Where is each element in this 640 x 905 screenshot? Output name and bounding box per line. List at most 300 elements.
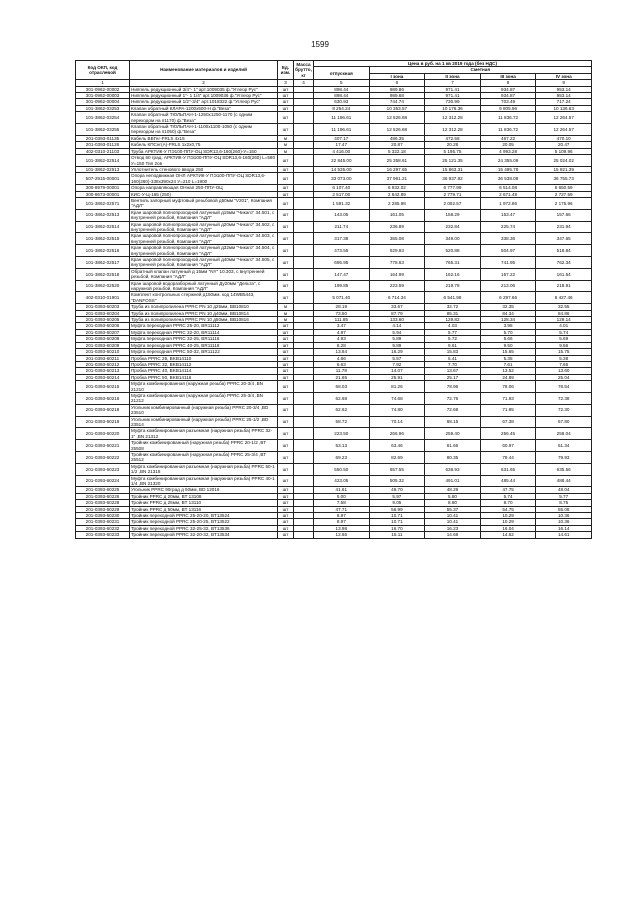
cell-code: 300-8673-00001 — [76, 191, 130, 197]
cell-code: 402-0310-01901 — [76, 292, 130, 304]
cell-zone4-price: 129.14 — [536, 317, 592, 323]
cell-zone3-price: 78.06 — [480, 381, 536, 393]
cell-zone3-price: 213.06 — [480, 280, 536, 292]
cell-name: Угольник комбинированный (наружная резьба) PPRC 25-1/2 ,BD 23514 — [130, 416, 278, 428]
cell-name: Кран шаровой полнопроходной латунный д15мм "Чикаго" 34.501, с внутренней резьбой, Компания "АДЛ" — [130, 209, 278, 221]
cell-name: Кабель КПСнг(А)-FRLS 1х2х0,75 — [130, 142, 278, 148]
cell-code: 101-3862-02571 — [76, 197, 130, 209]
table-row — [76, 475, 592, 487]
cell-release-price: 3.47 — [314, 323, 370, 329]
cell-name: КИС-У-Ц-165 (250) — [130, 191, 278, 197]
cell-zone3-price: 485.44 — [480, 475, 536, 487]
cell-name: Ниппель редукционный 1"- 1 1/4" арт.1009036 ф."Углеор Рус" — [130, 93, 278, 99]
cell-zone3-price: 54.75 — [480, 506, 536, 512]
cell-release-price: 62.68 — [314, 392, 370, 404]
cell-unit: шт — [278, 257, 294, 269]
cell-name: Муфта переходная PPRC 40-25, BR11118 — [130, 342, 278, 348]
table-row — [76, 257, 592, 269]
cell-zone3-price: 5.74 — [480, 493, 536, 499]
cell-zone1-price: 20.87 — [369, 142, 425, 148]
cell-zone2-price: 85.31 — [425, 310, 481, 316]
cell-code: 201-0393-60218 — [76, 404, 130, 416]
cell-zone4-price: 48.04 — [536, 487, 592, 493]
cell-mass — [294, 173, 314, 185]
cell-zone4-price: 25 024.02 — [536, 155, 592, 167]
cell-release-price: 47.71 — [314, 506, 370, 512]
cell-name: Муфта переходная PPRC 50-32, BR11122 — [130, 349, 278, 355]
cell-unit: шт — [278, 374, 294, 380]
cell-name: Муфта комбинированная разъемная (наружная резьба) PPRC 32-1" ,BN 21312 — [130, 428, 278, 440]
cell-zone2-price: 10 176.36 — [425, 105, 481, 111]
cell-zone2-price: 971.41 — [425, 93, 481, 99]
cell-release-price: 473.55 — [314, 245, 370, 257]
cell-zone2-price: 55.37 — [425, 506, 481, 512]
cell-release-price: 211.74 — [314, 221, 370, 233]
cell-zone4-price: 16.14 — [536, 525, 592, 531]
cell-zone1-price: 74.80 — [369, 404, 425, 416]
cell-zone1-price: 2 842.89 — [369, 191, 425, 197]
cell-zone2-price: 16.23 — [425, 525, 481, 531]
cell-zone3-price: 16.04 — [480, 525, 536, 531]
cell-unit: шт — [278, 191, 294, 197]
cell-zone4-price: 14.61 — [536, 532, 592, 538]
cell-unit: шт — [278, 292, 294, 304]
cell-zone1-price: 14.07 — [369, 368, 425, 374]
cell-zone1-price: 9.05 — [369, 500, 425, 506]
cell-zone1-price: 16.29 — [369, 349, 425, 355]
cell-code: 301-0962-00003 — [76, 93, 130, 99]
table-row — [76, 221, 592, 233]
cell-unit: шт — [278, 336, 294, 342]
cell-zone4-price: 2 727.59 — [536, 191, 592, 197]
cell-release-price: 147.47 — [314, 268, 370, 280]
cell-zone3-price: 20.05 — [480, 142, 536, 148]
cell-zone4-price: 157.66 — [536, 209, 592, 221]
cell-zone2-price: 349.00 — [425, 233, 481, 245]
cell-release-price: 143.05 — [314, 209, 370, 221]
cell-zone3-price: 225.74 — [480, 221, 536, 233]
cell-unit: м — [278, 142, 294, 148]
cell-release-price: 7.58 — [314, 500, 370, 506]
header-code: Код ОКП, код отраслевой — [76, 61, 130, 80]
price-table — [75, 60, 592, 539]
cell-unit: шт — [278, 493, 294, 499]
cell-unit: шт — [278, 361, 294, 367]
cell-zone4-price: 5 109.96 — [536, 148, 592, 154]
cell-release-price: 11 196.61 — [314, 112, 370, 124]
cell-zone2-price: 48.29 — [425, 487, 481, 493]
cell-zone2-price: 68.15 — [425, 416, 481, 428]
cell-zone2-price: 5.41 — [425, 355, 481, 361]
cell-zone3-price: 153.47 — [480, 209, 536, 221]
cell-name: Труба АРКТИК-У ПЭ100-ППУ-ОЦ SDR13,6-160(260)-У=150 — [130, 148, 278, 154]
cell-mass — [294, 124, 314, 136]
cell-zone3-price: 7.61 — [480, 361, 536, 367]
cell-code: 201-0393-60221 — [76, 440, 130, 452]
cell-mass — [294, 292, 314, 304]
cell-zone2-price: 36 937.82 — [425, 173, 481, 185]
cell-name: Труба из полипропилена PPRC PN 10 д40мм, BB10814 — [130, 310, 278, 316]
cell-release-price: 8 254.24 — [314, 105, 370, 111]
cell-zone4-price: 762.34 — [536, 257, 592, 269]
column-index: 8 — [480, 80, 536, 86]
cell-mass — [294, 428, 314, 440]
table-row — [76, 440, 592, 452]
cell-code: 201-0393-60224 — [76, 475, 130, 487]
cell-zone1-price: 4.14 — [369, 323, 425, 329]
cell-release-price: 407.17 — [314, 135, 370, 141]
cell-zone3-price: 128.34 — [480, 317, 536, 323]
header-zone: III зона — [480, 73, 536, 79]
header-zone: IV зона — [536, 73, 592, 79]
cell-zone3-price: 13.52 — [480, 368, 536, 374]
cell-zone2-price: 472.58 — [425, 135, 481, 141]
cell-zone1-price: 12 526.68 — [369, 112, 425, 124]
cell-zone2-price: 12 312.28 — [425, 112, 481, 124]
cell-code: 201-0393-60209 — [76, 342, 130, 348]
cell-zone3-price: 631.65 — [480, 463, 536, 475]
cell-unit: шт — [278, 513, 294, 519]
cell-release-price: 4.66 — [314, 355, 370, 361]
cell-name: Пробка PPRC 40, BKB14114 — [130, 368, 278, 374]
cell-mass — [294, 233, 314, 245]
cell-unit: шт — [278, 280, 294, 292]
cell-name: Муфта переходная PPRC 32-20, BR11114 — [130, 329, 278, 335]
cell-unit: шт — [278, 404, 294, 416]
cell-zone2-price: 7.70 — [425, 361, 481, 367]
cell-code: 101-3862-02514 — [76, 155, 130, 167]
cell-code: 201-0393-60230 — [76, 513, 130, 519]
table-row — [76, 173, 592, 185]
cell-zone2-price: 638.93 — [425, 463, 481, 475]
cell-release-price: 69.23 — [314, 452, 370, 464]
cell-zone3-price: 338.36 — [480, 233, 536, 245]
cell-code: 201-0393-60223 — [76, 463, 130, 475]
cell-zone4-price: 953.14 — [536, 86, 592, 92]
table-row — [76, 245, 592, 257]
cell-release-price: 6.63 — [314, 361, 370, 367]
cell-zone4-price: 518.84 — [536, 245, 592, 257]
cell-name: Обратный клапан латунный д 15мм "NY" 10.303, с внутренней резьбой, Компания "АДЛ" — [130, 268, 278, 280]
cell-zone4-price: 5.69 — [536, 336, 592, 342]
cell-name: Пробка PPRC 50, BKB14116 — [130, 374, 278, 380]
cell-code: 201-0393-60208 — [76, 336, 130, 342]
cell-code: 101-3862-02516 — [76, 245, 130, 257]
cell-zone2-price: 9.61 — [425, 342, 481, 348]
cell-zone1-price: 744.74 — [369, 99, 425, 105]
cell-unit: шт — [278, 323, 294, 329]
cell-zone2-price: 8.80 — [425, 500, 481, 506]
cell-release-price: 73.50 — [314, 310, 370, 316]
cell-name: Клапан обратный ТЮЛЬПАН-1-1250х1250-1170 (с одним переходом на п1170) ф."Веза" — [130, 112, 278, 124]
cell-zone2-price: 491.01 — [425, 475, 481, 487]
cell-name: Тройник PPRC д 25мм, BT 13110 — [130, 500, 278, 506]
cell-release-price: 13.98 — [314, 525, 370, 531]
cell-code: 201-0393-60215 — [76, 381, 130, 393]
cell-zone4-price: 953.14 — [536, 93, 592, 99]
cell-release-price: 2 517.00 — [314, 191, 370, 197]
cell-code: 101-3862-03254 — [76, 112, 130, 124]
cell-zone3-price: 24.89 — [480, 374, 536, 380]
cell-zone1-price: 486.35 — [369, 135, 425, 141]
table-row — [76, 166, 592, 172]
cell-zone3-price: 741.95 — [480, 257, 536, 269]
cell-zone4-price: 36 755.73 — [536, 173, 592, 185]
cell-zone1-price: 5.89 — [369, 336, 425, 342]
cell-mass — [294, 268, 314, 280]
column-index: 2 — [130, 80, 278, 86]
cell-code: 301-0962-00004 — [76, 99, 130, 105]
cell-code: 201-0393-60216 — [76, 392, 130, 404]
cell-code: 101-3862-02513 — [76, 166, 130, 172]
cell-zone3-price: 5.35 — [480, 355, 536, 361]
cell-unit: шт — [278, 349, 294, 355]
cell-release-price: 17.47 — [314, 142, 370, 148]
cell-zone4-price: 10 136.63 — [536, 105, 592, 111]
table-row — [76, 233, 592, 245]
cell-zone3-price: 11 836.72 — [480, 112, 536, 124]
cell-zone1-price: 5.94 — [369, 329, 425, 335]
cell-zone1-price: 6 714.34 — [369, 292, 425, 304]
cell-zone4-price: 15 921.39 — [536, 166, 592, 172]
cell-release-price: 4.93 — [314, 336, 370, 342]
cell-zone3-price: 32.35 — [480, 304, 536, 310]
cell-zone4-price: 161.54 — [536, 268, 592, 280]
cell-unit: шт — [278, 475, 294, 487]
cell-zone1-price: 2 285.98 — [369, 197, 425, 209]
cell-name: Тройник переходной PPRC 25-20-25, BT13522 — [130, 519, 278, 525]
cell-release-price: 4.97 — [314, 329, 370, 335]
cell-code: 201-0393-01135 — [76, 135, 130, 141]
column-index: 5 — [314, 80, 370, 86]
cell-zone3-price: 67.38 — [480, 416, 536, 428]
cell-zone1-price: 164.99 — [369, 268, 425, 280]
cell-unit: шт — [278, 155, 294, 167]
cell-code: 201-0393-60219 — [76, 416, 130, 428]
cell-mass — [294, 452, 314, 464]
table-row — [76, 99, 592, 105]
cell-zone2-price: 219.78 — [425, 280, 481, 292]
cell-name: Кабель ВВГнг-FRLS 4х15 — [130, 135, 278, 141]
cell-zone2-price: 25.17 — [425, 374, 481, 380]
cell-code: 201-0393-60226 — [76, 493, 130, 499]
table-row — [76, 428, 592, 440]
cell-code: 201-0393-60220 — [76, 428, 130, 440]
cell-name: Отвод 60 град. АРКТИК-У ПЭ100-ППУ-ОЦ SDR13,6-160(260) L=580 У=150 Тип 2ов — [130, 155, 278, 167]
cell-release-price: 199.85 — [314, 280, 370, 292]
header-name: Наименование материалов и изделий — [130, 61, 278, 80]
cell-zone2-price: 5 195.75 — [425, 148, 481, 154]
cell-name: Муфта комбинированная (наружная резьба) PPRC 25-3/4 ,BN 21212 — [130, 392, 278, 404]
cell-zone1-price: 63.46 — [369, 440, 425, 452]
column-index: 1 — [76, 80, 130, 86]
cell-zone1-price: 6 932.02 — [369, 185, 425, 191]
cell-mass — [294, 404, 314, 416]
header-zone: II зона — [425, 73, 481, 79]
cell-name: Муфта комбинированная разъемная (наружная резьба) PPRC 40-1 1/4 ,BN 21320 — [130, 475, 278, 487]
table-row — [76, 268, 592, 280]
cell-release-price: 62.62 — [314, 404, 370, 416]
cell-code: 101-3862-03253 — [76, 105, 130, 111]
cell-code: 201-0393-60222 — [76, 452, 130, 464]
cell-name: Клапан обратный КЛАРА-1200х500-Н ф."Веза" — [130, 105, 278, 111]
cell-zone2-price: 61.66 — [425, 440, 481, 452]
table-row — [76, 93, 592, 99]
cell-unit: м — [278, 148, 294, 154]
table-body — [76, 86, 592, 538]
cell-zone3-price: 84.34 — [480, 310, 536, 316]
cell-zone4-price: 347.65 — [536, 233, 592, 245]
cell-zone1-price: 657.55 — [369, 463, 425, 475]
cell-code: 201-0393-60231 — [76, 519, 130, 525]
cell-release-price: 41.61 — [314, 487, 370, 493]
cell-zone4-price: 20.47 — [536, 142, 592, 148]
cell-zone4-price: 5.74 — [536, 329, 592, 335]
cell-unit: шт — [278, 519, 294, 525]
cell-zone4-price: 258.04 — [536, 428, 592, 440]
cell-name: Кран шаровой полнопроходной латунный д20мм "Чикаго" 34.502, с внутренней резьбой, Компания "АДЛ" — [130, 221, 278, 233]
cell-code: 201-0393-60233 — [76, 532, 130, 538]
cell-mass — [294, 209, 314, 221]
cell-zone2-price: 4.03 — [425, 323, 481, 329]
cell-unit: шт — [278, 185, 294, 191]
cell-code: 201-0393-60210 — [76, 349, 130, 355]
table-row — [76, 124, 592, 136]
cell-zone4-price: 67.80 — [536, 416, 592, 428]
cell-zone2-price: 80.35 — [425, 452, 481, 464]
cell-unit: шт — [278, 381, 294, 393]
cell-zone2-price: 971.41 — [425, 86, 481, 92]
table-row — [76, 280, 592, 292]
cell-zone2-price: 765.31 — [425, 257, 481, 269]
cell-code: 101-3862-03255 — [76, 124, 130, 136]
cell-zone1-price: 989.86 — [369, 86, 425, 92]
cell-zone1-price: 5 322.18 — [369, 148, 425, 154]
cell-name: Уплотнитель стенового ввода 250 — [130, 166, 278, 172]
cell-unit: шт — [278, 233, 294, 245]
cell-release-price: 6 107.40 — [314, 185, 370, 191]
cell-zone2-price: 6 541.98 — [425, 292, 481, 304]
cell-zone3-price: 10.29 — [480, 513, 536, 519]
cell-zone1-price: 33.67 — [369, 304, 425, 310]
cell-zone4-price: 79.93 — [536, 452, 592, 464]
cell-mass — [294, 280, 314, 292]
cell-unit: шт — [278, 197, 294, 209]
cell-unit: шт — [278, 355, 294, 361]
cell-zone4-price: 9.56 — [536, 342, 592, 348]
cell-zone4-price: 635.56 — [536, 463, 592, 475]
cell-zone4-price: 231.94 — [536, 221, 592, 233]
cell-unit: шт — [278, 93, 294, 99]
cell-zone2-price: 5.77 — [425, 329, 481, 335]
cell-release-price: 14 535.00 — [314, 166, 370, 172]
cell-zone1-price: 133.60 — [369, 317, 425, 323]
cell-zone3-price: 934.87 — [480, 86, 536, 92]
cell-zone3-price: 15.65 — [480, 349, 536, 355]
header-unit: Ед. изм. — [278, 61, 294, 80]
cell-zone1-price: 49.70 — [369, 487, 425, 493]
cell-code: 101-3862-02514 — [76, 221, 130, 233]
cell-release-price: 22 845.00 — [314, 155, 370, 167]
cell-name: Тройник переходной PPRC 32-25-32, BT13536 — [130, 525, 278, 531]
cell-release-price: 550.50 — [314, 463, 370, 475]
cell-release-price: 58.72 — [314, 416, 370, 428]
header-mass: Масса брутто, кг — [295, 62, 312, 78]
cell-zone3-price: 71.85 — [480, 404, 536, 416]
cell-zone4-price: 4.01 — [536, 323, 592, 329]
cell-zone1-price: 16.70 — [369, 525, 425, 531]
cell-zone2-price: 129.82 — [425, 317, 481, 323]
cell-name: Опора неподвижная ОНЛ АРКТИК-У ПЭ100-ППУ-ОЦ SDR13,6-160(260)-338х390х24 У=210 L=1900 — [130, 173, 278, 185]
cell-zone4-price: 7.65 — [536, 361, 592, 367]
cell-mass — [294, 463, 314, 475]
cell-zone1-price: 25.91 — [369, 374, 425, 380]
cell-name: Тройник комбинированный (наружная резьба) PPRC 20-1/2 ,BT 25508 — [130, 440, 278, 452]
cell-mass — [294, 197, 314, 209]
cell-release-price: 8.97 — [314, 513, 370, 519]
cell-unit: шт — [278, 221, 294, 233]
cell-mass — [294, 475, 314, 487]
cell-zone4-price: 78.54 — [536, 381, 592, 393]
cell-zone3-price: 5.70 — [480, 329, 536, 335]
cell-zone1-price: 778.63 — [369, 257, 425, 269]
cell-name: Кран шаровой полнопроходной латунный д25мм "Чикаго" 34.503, с внутренней резьбой, Компания "АДЛ" — [130, 233, 278, 245]
table-row — [76, 392, 592, 404]
cell-code: 201-0393-60206 — [76, 323, 130, 329]
cell-release-price: 53.13 — [314, 440, 370, 452]
cell-name: Тройник комбинированный (наружная резьба) PPRC 25-3/4 ,BT 25512 — [130, 452, 278, 464]
cell-zone2-price: 232.84 — [425, 221, 481, 233]
cell-zone4-price: 10.36 — [536, 513, 592, 519]
cell-code: 101-3862-02515 — [76, 233, 130, 245]
cell-code: 201-0393-60225 — [76, 487, 130, 493]
cell-name: Муфта комбинированная разъемная (наружная резьба) PPRC 50-1 1/2 ,BN 21318 — [130, 463, 278, 475]
column-index: 3 — [278, 80, 294, 86]
cell-name: Тройник PPRC д 50мм, BT 13116 — [130, 506, 278, 512]
cell-name: Кран шаровой водоразборный латунный Ду20мм "Дельта", с наружной резьбой, Компания "АДЛ" — [130, 280, 278, 292]
cell-zone2-price: 162.16 — [425, 268, 481, 280]
cell-zone1-price: 12 526.68 — [369, 124, 425, 136]
cell-zone4-price: 84.86 — [536, 310, 592, 316]
cell-zone4-price: 5.77 — [536, 493, 592, 499]
cell-code: 201-0393-01126 — [76, 142, 130, 148]
cell-code: 201-0393-60229 — [76, 506, 130, 512]
cell-unit: шт — [278, 532, 294, 538]
cell-zone1-price: 505.32 — [369, 475, 425, 487]
cell-zone4-price: 12 264.57 — [536, 112, 592, 124]
cell-name: Кран шаровой полнопроходной латунный д40мм "Чикаго" 34.505, с внутренней резьбой, Компания "АДЛ" — [130, 257, 278, 269]
cell-zone1-price: 37 961.21 — [369, 173, 425, 185]
cell-unit: шт — [278, 452, 294, 464]
cell-release-price: 898.44 — [314, 86, 370, 92]
cell-zone2-price: 10.41 — [425, 513, 481, 519]
cell-code: 201-0393-60207 — [76, 329, 130, 335]
cell-zone1-price: 16 297.65 — [369, 166, 425, 172]
cell-zone4-price: 72.30 — [536, 404, 592, 416]
cell-code: 507-2915-00001 — [76, 173, 130, 185]
cell-name: Тройник переходной PPRC 25-20-20, BT13524 — [130, 513, 278, 519]
cell-zone2-price: 15 863.31 — [425, 166, 481, 172]
cell-unit: шт — [278, 268, 294, 280]
cell-zone2-price: 78.96 — [425, 381, 481, 393]
cell-zone2-price: 20.28 — [425, 142, 481, 148]
cell-zone4-price: 10.36 — [536, 519, 592, 525]
cell-code: 201-0393-60205 — [76, 317, 130, 323]
column-index: 4 — [294, 80, 314, 86]
cell-name: Комплект контрольных стержней д150мм. код 14WB5443, "DANFOSS" — [130, 292, 278, 304]
cell-release-price: 8.28 — [314, 342, 370, 348]
table-row — [76, 452, 592, 464]
